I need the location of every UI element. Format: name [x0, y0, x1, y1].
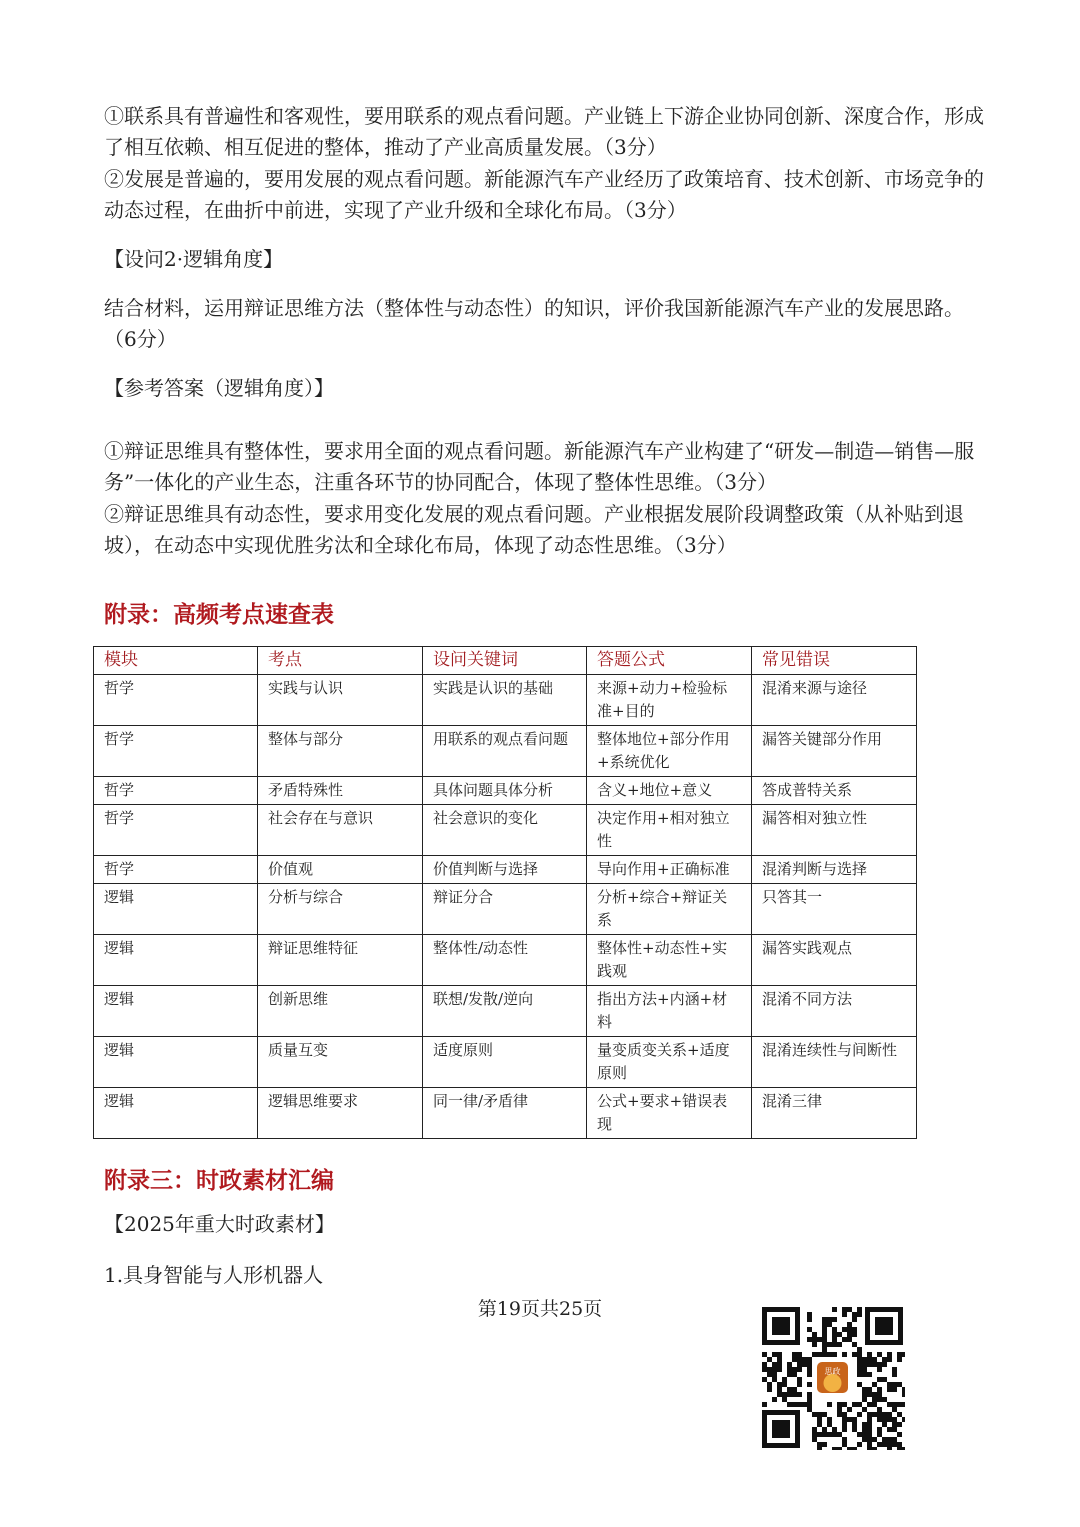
table-row	[94, 856, 917, 884]
table-row	[94, 1037, 917, 1088]
table-row	[94, 726, 917, 777]
cell-topic: 质量互变	[258, 1037, 423, 1088]
qr-center-logo	[814, 1359, 851, 1396]
cell-errors: 混淆判断与选择	[752, 856, 917, 884]
cell-topic: 价值观	[258, 856, 423, 884]
cell-formula: 导向作用+正确标准	[587, 856, 752, 884]
question-2-title: 【设问2·逻辑角度】	[104, 247, 284, 271]
page-number: 第19页共25页	[477, 1298, 603, 1320]
appendix-1-title: 附录：高频考点速查表	[104, 602, 334, 628]
question-2-text: 结合材料，运用辩证思维方法（整体性与动态性）的知识，评价我国新能源汽车产业的发展思路。（6分）	[104, 296, 964, 351]
cell-module: 哲学	[94, 777, 258, 805]
cell-module: 哲学	[94, 675, 258, 726]
cell-errors: 答成普特关系	[752, 777, 917, 805]
cell-module: 逻辑	[94, 1088, 258, 1139]
cell-module: 逻辑	[94, 884, 258, 935]
cell-topic: 创新思维	[258, 986, 423, 1037]
cell-formula: 公式+要求+错误表现	[587, 1088, 752, 1139]
cell-errors: 只答其一	[752, 884, 917, 935]
cell-formula: 整体性+动态性+实践观	[587, 935, 752, 986]
table-row	[94, 777, 917, 805]
qr-code-image	[760, 1305, 905, 1450]
cell-errors: 混淆来源与途径	[752, 675, 917, 726]
header-keywords: 设问关键词	[423, 647, 587, 675]
cell-errors: 混淆连续性与间断性	[752, 1037, 917, 1088]
header-formula: 答题公式	[587, 647, 752, 675]
cell-formula: 指出方法+内涵+材料	[587, 986, 752, 1037]
cell-topic: 辩证思维特征	[258, 935, 423, 986]
cell-module: 哲学	[94, 726, 258, 777]
appendix-3-subtitle: 【2025年重大时政素材】	[104, 1212, 335, 1236]
cell-keywords: 辩证分合	[423, 884, 587, 935]
cell-keywords: 整体性/动态性	[423, 935, 587, 986]
cell-formula: 决定作用+相对独立性	[587, 805, 752, 856]
cell-module: 逻辑	[94, 1037, 258, 1088]
answer-point-1: ①辩证思维具有整体性，要求用全面的观点看问题。新能源汽车产业构建了“研发—制造—销售—服务”一体化的产业生态，注重各环节的协同配合，体现了整体性思维。（3分）	[104, 439, 975, 494]
header-topic: 考点	[258, 647, 423, 675]
cell-module: 哲学	[94, 805, 258, 856]
cell-topic: 矛盾特殊性	[258, 777, 423, 805]
cell-formula: 量变质变关系+适度原则	[587, 1037, 752, 1088]
appendix-3-item-1: 1.具身智能与人形机器人	[104, 1263, 324, 1287]
cell-keywords: 社会意识的变化	[423, 805, 587, 856]
header-module: 模块	[94, 647, 258, 675]
cell-formula: 来源+动力+检验标准+目的	[587, 675, 752, 726]
answer-title: 【参考答案（逻辑角度）】	[104, 376, 334, 400]
cell-module: 逻辑	[94, 935, 258, 986]
cell-keywords: 具体问题具体分析	[423, 777, 587, 805]
answer-point-2: ②辩证思维具有动态性，要求用变化发展的观点看问题。产业根据发展阶段调整政策（从补贴到退坡），在动态中实现优胜劣汰和全球化布局，体现了动态性思维。（3分）	[104, 502, 964, 557]
qr-finder-bottom-left	[762, 1410, 800, 1448]
cell-errors: 混淆三律	[752, 1088, 917, 1139]
appendix-3-title: 附录三：时政素材汇编	[104, 1168, 334, 1194]
cell-formula: 含义+地位+意义	[587, 777, 752, 805]
quick-reference-table	[93, 646, 917, 1139]
cell-keywords: 适度原则	[423, 1037, 587, 1088]
paragraph-point-2: ②发展是普遍的，要用发展的观点看问题。新能源汽车产业经历了政策培育、技术创新、市场竞争的动态过程，在曲折中前进，实现了产业升级和全球化布局。（3分）	[104, 167, 984, 222]
paragraph-point-1: ①联系具有普遍性和客观性，要用联系的观点看问题。产业链上下游企业协同创新、深度合作，形成了相互依赖、相互促进的整体，推动了产业高质量发展。（3分）	[104, 104, 984, 159]
cell-formula: 整体地位+部分作用+系统优化	[587, 726, 752, 777]
cell-topic: 整体与部分	[258, 726, 423, 777]
cell-keywords: 联想/发散/逆向	[423, 986, 587, 1037]
cell-module: 逻辑	[94, 986, 258, 1037]
cell-errors: 漏答相对独立性	[752, 805, 917, 856]
cell-module: 哲学	[94, 856, 258, 884]
cell-topic: 实践与认识	[258, 675, 423, 726]
qr-finder-top-right	[865, 1307, 903, 1345]
cell-topic: 逻辑思维要求	[258, 1088, 423, 1139]
cell-errors: 混淆不同方法	[752, 986, 917, 1037]
cell-keywords: 同一律/矛盾律	[423, 1088, 587, 1139]
cell-errors: 漏答实践观点	[752, 935, 917, 986]
table-row	[94, 935, 917, 986]
qr-logo-text: 思政	[824, 1367, 841, 1376]
table-row	[94, 986, 917, 1037]
cell-keywords: 价值判断与选择	[423, 856, 587, 884]
cell-keywords: 用联系的观点看问题	[423, 726, 587, 777]
table-row	[94, 675, 917, 726]
table-row	[94, 884, 917, 935]
table-row	[94, 1088, 917, 1139]
cell-topic: 社会存在与意识	[258, 805, 423, 856]
cell-topic: 分析与综合	[258, 884, 423, 935]
qr-finder-top-left	[762, 1307, 800, 1345]
table-row	[94, 805, 917, 856]
table-header-row	[94, 647, 917, 675]
header-common-errors: 常见错误	[752, 647, 917, 675]
cell-keywords: 实践是认识的基础	[423, 675, 587, 726]
cell-formula: 分析+综合+辩证关系	[587, 884, 752, 935]
cell-errors: 漏答关键部分作用	[752, 726, 917, 777]
